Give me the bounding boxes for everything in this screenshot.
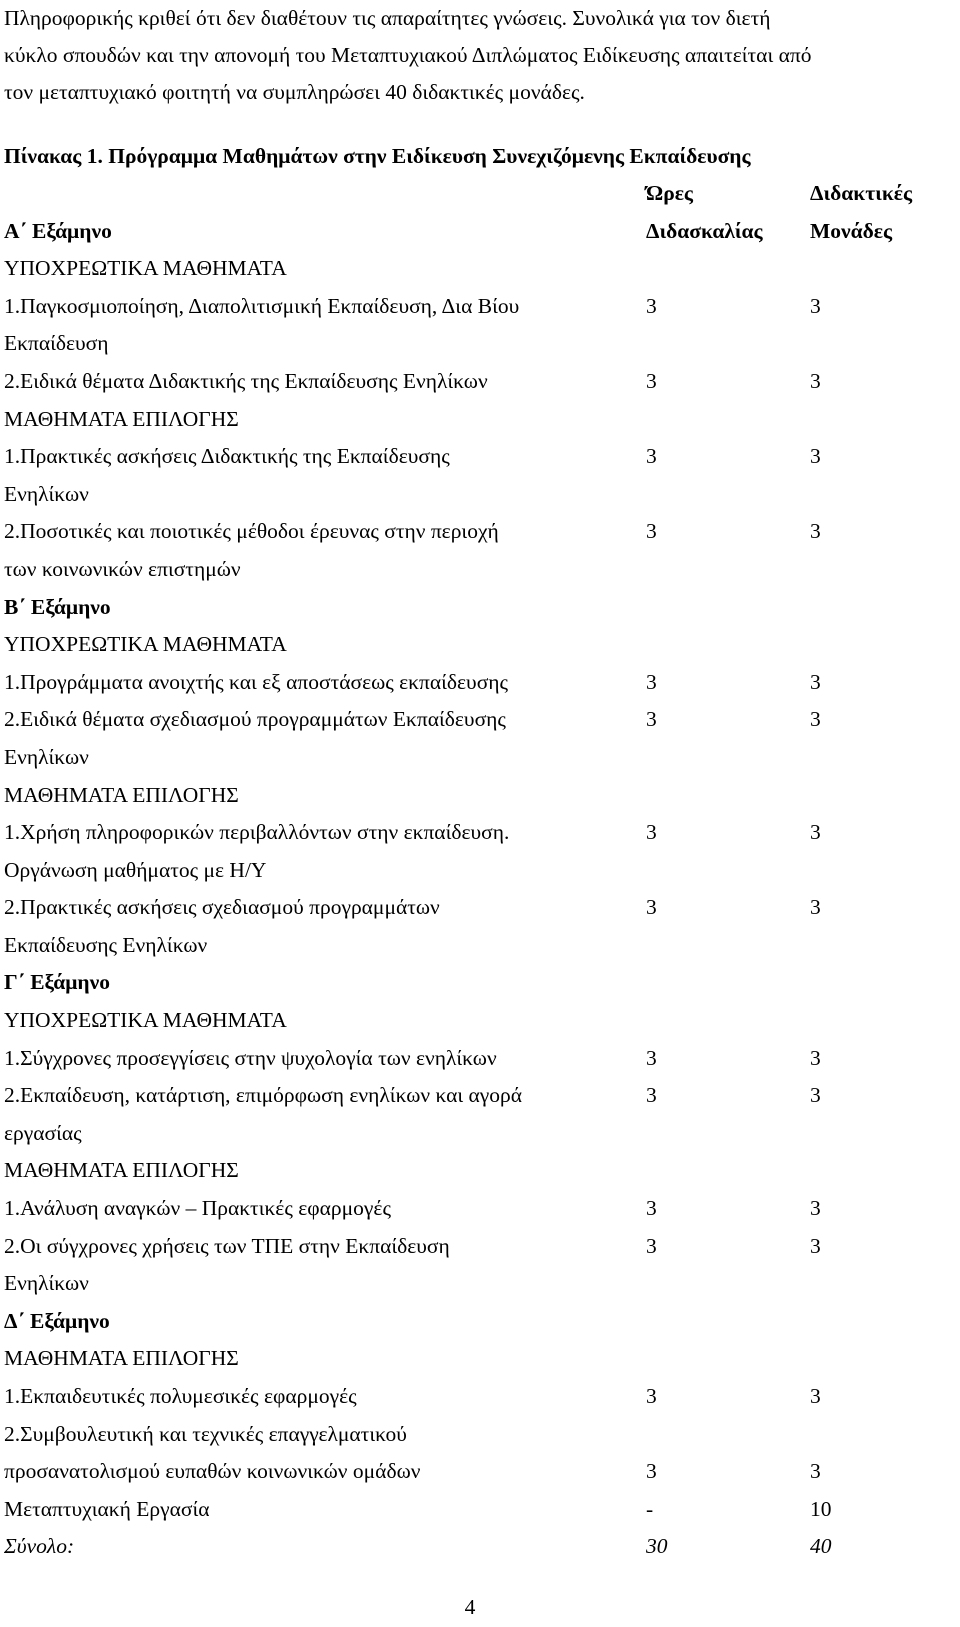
teaching-hours — [646, 777, 810, 815]
credit-units — [810, 1340, 954, 1378]
course-table — [4, 175, 954, 1566]
table-row — [4, 1265, 954, 1303]
section-heading: ΜΑΘΗΜΑΤΑ ΕΠΙΛΟΓΗΣ — [4, 1346, 239, 1371]
course-label: Ενηλίκων — [4, 481, 89, 506]
credit-units — [810, 476, 954, 514]
table-row — [4, 476, 954, 514]
course-label: των κοινωνικών επιστημών — [4, 556, 241, 581]
teaching-hours — [646, 401, 810, 439]
credit-units: 3 — [810, 1233, 821, 1258]
teaching-hours — [646, 1152, 810, 1190]
table-row — [4, 1491, 954, 1529]
credit-units — [810, 1303, 954, 1341]
course-label: 2.Ποσοτικές και ποιοτικές μέθοδοι έρευνας στην περιοχή — [4, 519, 499, 544]
teaching-hours — [646, 1303, 810, 1341]
course-label: Εκπαίδευσης Ενηλίκων — [4, 932, 208, 957]
table-row — [4, 739, 954, 777]
teaching-hours: 30 — [646, 1534, 668, 1559]
credit-units: 3 — [810, 820, 821, 845]
credit-units: 10 — [810, 1496, 832, 1521]
table-row — [4, 626, 954, 664]
teaching-hours — [646, 927, 810, 965]
credit-units — [810, 551, 954, 589]
teaching-hours — [646, 852, 810, 890]
table-row — [4, 1152, 954, 1190]
credit-units — [810, 1416, 954, 1454]
table-row — [4, 363, 954, 401]
course-label: 2.Ειδικά θέματα σχεδιασμού προγραμμάτων Εκπαίδευσης — [4, 707, 506, 732]
teaching-hours: 3 — [646, 895, 657, 920]
table-row — [4, 1340, 954, 1378]
course-label: Ενηλίκων — [4, 1271, 89, 1296]
credit-units: 3 — [810, 707, 821, 732]
course-label: 2.Πρακτικές ασκήσεις σχεδιασμού προγραμμάτων — [4, 895, 440, 920]
table-row — [4, 1040, 954, 1078]
table-row — [4, 401, 954, 439]
teaching-hours: 3 — [646, 444, 657, 469]
teaching-hours: 3 — [646, 1233, 657, 1258]
teaching-hours — [646, 1340, 810, 1378]
course-label: Σύνολο: — [4, 1534, 75, 1559]
credit-units — [810, 325, 954, 363]
semester-heading: Δ΄ Εξάμηνο — [4, 1308, 110, 1333]
table-row — [4, 589, 954, 627]
teaching-hours — [646, 626, 810, 664]
credit-units: 3 — [810, 368, 821, 393]
course-label: 2.Οι σύγχρονες χρήσεις των ΤΠΕ στην Εκπαίδευση — [4, 1233, 450, 1258]
teaching-hours: 3 — [646, 1384, 657, 1408]
course-label: 1.Εκπαιδευτικές πολυμεσικές εφαρμογές — [4, 1384, 357, 1408]
intro-line: τον μεταπτυχιακό φοιτητή να συμπληρώσει 40 διδακτικές μονάδες. — [4, 80, 585, 104]
teaching-hours — [646, 476, 810, 514]
table-row — [4, 1228, 954, 1266]
course-label: Ενηλίκων — [4, 744, 89, 769]
table-row — [4, 1002, 954, 1040]
table-row — [4, 1303, 954, 1341]
table-row — [4, 513, 954, 551]
table-row — [4, 1416, 954, 1454]
table-row — [4, 701, 954, 739]
course-label: 2.Συμβουλευτική και τεχνικές επαγγελματικού — [4, 1421, 407, 1446]
table-row — [4, 1077, 954, 1115]
teaching-hours — [646, 739, 810, 777]
teaching-hours: 3 — [646, 293, 657, 318]
teaching-hours: 3 — [646, 669, 657, 694]
table-row — [4, 814, 954, 852]
credit-units — [810, 739, 954, 777]
table-row — [4, 852, 954, 890]
credit-units: 3 — [810, 669, 821, 694]
credit-units: 3 — [810, 1083, 821, 1108]
teaching-hours: 3 — [646, 368, 657, 393]
table-row — [4, 1190, 954, 1228]
teaching-hours: 3 — [646, 707, 657, 732]
table-row — [4, 964, 954, 1002]
course-label: Μεταπτυχιακή Εργασία — [4, 1496, 210, 1521]
course-label: 1.Σύγχρονες προσεγγίσεις στην ψυχολογία των ενηλίκων — [4, 1045, 497, 1070]
section-heading: ΥΠΟΧΡΕΩΤΙΚΑ ΜΑΘΗΜΑΤΑ — [4, 256, 287, 281]
table-row — [4, 664, 954, 702]
table-row — [4, 927, 954, 965]
units-header-line1: Διδακτικές — [810, 181, 913, 205]
credit-units — [810, 777, 954, 815]
section-heading: ΜΑΘΗΜΑΤΑ ΕΠΙΛΟΓΗΣ — [4, 782, 239, 807]
teaching-hours: 3 — [646, 1045, 657, 1070]
semester-heading: Γ΄ Εξάμηνο — [4, 970, 110, 995]
teaching-hours: 3 — [646, 1459, 657, 1484]
semester-heading: Α΄ Εξάμηνο — [4, 218, 112, 243]
course-label: 1.Ανάλυση αναγκών – Πρακτικές εφαρμογές — [4, 1196, 391, 1221]
course-label: προσανατολισμού ευπαθών κοινωνικών ομάδων — [4, 1459, 421, 1484]
teaching-hours: 3 — [646, 519, 657, 544]
table-title: Πίνακας 1. Πρόγραμμα Μαθημάτων στην Ειδίκευση Συνεχιζόμενης Εκπαίδευσης — [4, 144, 751, 168]
intro-line: κύκλο σπουδών και την απονομή του Μεταπτυχιακού Διπλώματος Ειδίκευσης απαιτείται από — [4, 43, 812, 67]
course-label: 2.Ειδικά θέματα Διδακτικής της Εκπαίδευσης Ενηλίκων — [4, 368, 488, 393]
credit-units — [810, 1265, 954, 1303]
teaching-hours: 3 — [646, 820, 657, 845]
credit-units: 3 — [810, 1384, 821, 1408]
credit-units — [810, 927, 954, 965]
table-row — [4, 1453, 954, 1491]
credit-units — [810, 626, 954, 664]
teaching-hours: 3 — [646, 1196, 657, 1221]
course-label: 1.Παγκοσμιοποίηση, Διαπολιτισμική Εκπαίδευση, Δια Βίου — [4, 293, 520, 318]
section-heading: ΥΠΟΧΡΕΩΤΙΚΑ ΜΑΘΗΜΑΤΑ — [4, 632, 287, 657]
teaching-hours — [646, 964, 810, 1002]
credit-units — [810, 1152, 954, 1190]
credit-units: 3 — [810, 519, 821, 544]
table-row — [4, 438, 954, 476]
table-row — [4, 777, 954, 815]
page-number: 4 — [464, 1595, 476, 1619]
credit-units: 3 — [810, 895, 821, 920]
semester-heading: Β΄ Εξάμηνο — [4, 594, 111, 619]
section-heading: ΜΑΘΗΜΑΤΑ ΕΠΙΛΟΓΗΣ — [4, 406, 239, 431]
section-heading: ΜΑΘΗΜΑΤΑ ΕΠΙΛΟΓΗΣ — [4, 1158, 239, 1183]
section-heading: ΥΠΟΧΡΕΩΤΙΚΑ ΜΑΘΗΜΑΤΑ — [4, 1008, 287, 1033]
teaching-hours — [646, 1002, 810, 1040]
credit-units — [810, 1002, 954, 1040]
teaching-hours: - — [646, 1496, 654, 1521]
credit-units — [810, 589, 954, 627]
teaching-hours — [646, 1416, 810, 1454]
course-label: 1.Χρήση πληροφορικών περιβαλλόντων στην εκπαίδευση. — [4, 820, 510, 845]
table-row — [4, 551, 954, 589]
credit-units: 3 — [810, 1045, 821, 1070]
units-header-line2: Μονάδες — [810, 218, 893, 243]
course-label: 1.Πρακτικές ασκήσεις Διδακτικής της Εκπαίδευσης — [4, 444, 450, 469]
teaching-hours: 3 — [646, 1083, 657, 1108]
credit-units: 3 — [810, 293, 821, 318]
credit-units: 3 — [810, 1196, 821, 1221]
credit-units — [810, 1115, 954, 1153]
teaching-hours — [646, 250, 810, 288]
course-label: Εκπαίδευση — [4, 331, 109, 356]
table-row — [4, 1115, 954, 1153]
table-row — [4, 250, 954, 288]
teaching-hours — [646, 1115, 810, 1153]
hours-header-line2: Διδασκαλίας — [646, 218, 763, 243]
credit-units: 40 — [810, 1534, 832, 1559]
teaching-hours — [646, 325, 810, 363]
course-label: εργασίας — [4, 1120, 82, 1145]
credit-units — [810, 250, 954, 288]
header-row — [4, 175, 954, 213]
credit-units — [810, 964, 954, 1002]
intro-paragraph — [4, 0, 954, 111]
credit-units — [810, 852, 954, 890]
document-page — [4, 0, 954, 1566]
table-row — [4, 889, 954, 927]
teaching-hours — [646, 551, 810, 589]
table-row — [4, 288, 954, 326]
intro-line: Πληροφορικής κριθεί ότι δεν διαθέτουν τις απαραίτητες γνώσεις. Συνολικά για τον διετή — [4, 6, 771, 30]
course-label: 1.Προγράμματα ανοιχτής και εξ αποστάσεως εκπαίδευσης — [4, 669, 509, 694]
table-row — [4, 1378, 954, 1416]
table-row — [4, 325, 954, 363]
credit-units: 3 — [810, 444, 821, 469]
course-label: 2.Εκπαίδευση, κατάρτιση, επιμόρφωση ενηλίκων και αγορά — [4, 1083, 523, 1108]
credit-units — [810, 401, 954, 439]
header-row — [4, 213, 954, 251]
course-label: Οργάνωση μαθήματος με Η/Υ — [4, 857, 267, 882]
hours-header-line1: Ώρες — [646, 181, 693, 205]
teaching-hours — [646, 1265, 810, 1303]
credit-units: 3 — [810, 1459, 821, 1484]
teaching-hours — [646, 589, 810, 627]
total-row — [4, 1528, 954, 1566]
